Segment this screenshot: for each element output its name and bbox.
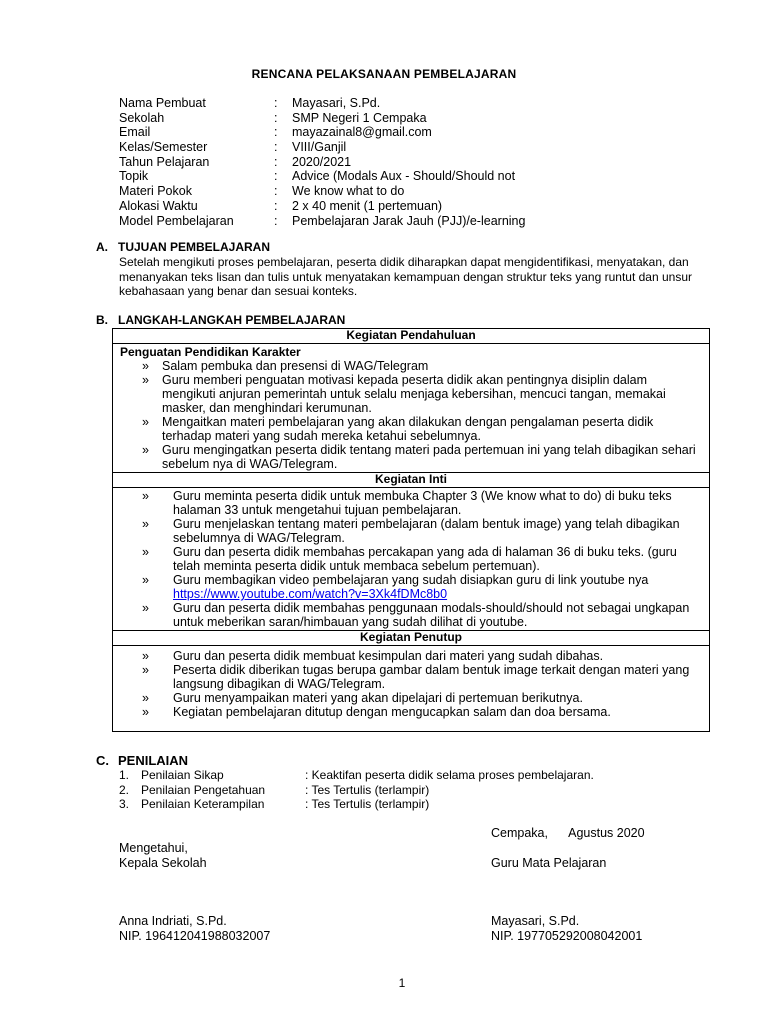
list-item: » Guru mengingatkan peserta didik tentang materi pada pertemuan ini yang telah dibagikan sehari sebelum nya di WAG/Telegram. (142, 443, 696, 471)
assessment-list (119, 768, 594, 812)
info-row: Email : mayazainal8@gmail.com (119, 125, 432, 140)
info-row: Alokasi Waktu : 2 x 40 menit (1 pertemuan) (119, 198, 443, 213)
section-a-text: Setelah mengikuti proses pembelajaran, peserta didik diharapkan dapat mengidentifikasi, menyatakan, dan menanyakan teks lisan dan tulis untuk menyatakan kemampuan dengan struktur teks yang runtut dan unsur kebahasaan yang benar dan sesuai konteks. (119, 255, 693, 298)
info-row: Model Pembelajaran : Pembelajaran Jarak Jauh (PJJ)/e-learning (119, 213, 526, 228)
list-item: » Guru dan peserta didik membuat kesimpulan dari materi yang sudah dibahas. (142, 649, 604, 663)
info-row: Topik : Advice (Modals Aux - Should/Should not (119, 169, 516, 184)
learning-steps-table (112, 328, 710, 732)
list-item: » Guru membagikan video pembelajaran yang sudah disiapkan guru di link youtube nya https://www.youtube.com/watch?v=3Xk4fDMc8b0 (142, 573, 649, 601)
section-a-heading: A. TUJUAN PEMBELAJARAN (96, 240, 271, 254)
list-item: » Guru dan peserta didik membahas percakapan yang ada di halaman 36 di buku teks. (guru telah meminta peserta didik untuk membaca sebelum pertemuan). (142, 545, 677, 573)
section-c-heading: C. PENILAIAN (96, 753, 189, 768)
info-row: Tahun Pelajaran : 2020/2021 (119, 154, 352, 169)
list-item: » Guru memberi penguatan motivasi kepada peserta didik akan pentingnya disiplin dalam mengikuti anjuran pemerintah untuk selalu menjaga kebersihan, mencuci tangan, memakai masker, dan menghindari kerumunan. (142, 373, 666, 415)
bar-inti: Kegiatan Inti (113, 472, 709, 488)
list-item: » Guru dan peserta didik membahas penggunaan modals-should/should not sebagai ungkapan untuk meberikan saran/himbauan yang sudah dilihat di youtube. (142, 601, 690, 629)
document-title: RENCANA PELAKSANAAN PEMBELAJARAN (251, 67, 517, 81)
info-row: Nama Pembuat : Mayasari, S.Pd. (119, 96, 381, 110)
list-item: » Guru meminta peserta didik untuk membuka Chapter 3 (We know what to do) di buku teks halaman 33 untuk mengetahui tujuan pembelajaran. (142, 489, 672, 517)
left-signature-name: Anna Indriati, S.Pd. NIP. 196412041988032007 (119, 914, 271, 943)
identity-table (119, 96, 525, 228)
place-date: Cempaka, Agustus 2020 (491, 826, 645, 840)
section-b-heading: B. LANGKAH-LANGKAH PEMBELAJARAN (96, 313, 346, 327)
list-item: » Peserta didik diberikan tugas berupa gambar dalam bentuk image terkait dengan materi yang langsung dibagikan di WAG/Telegram. (142, 663, 690, 691)
list-item: » Guru menyampaikan materi yang akan dipelajari di pertemuan berikutnya. (142, 691, 583, 705)
info-row: Sekolah : SMP Negeri 1 Cempaka (119, 110, 427, 125)
assessment-row: 1. Penilaian Sikap : Keaktifan peserta didik selama proses pembelajaran. (119, 768, 594, 782)
page-number: 1 (398, 976, 406, 990)
inti-block (113, 488, 709, 630)
right-signature-name: Mayasari, S.Pd. NIP. 197705292008042001 (491, 914, 643, 943)
bar-penutup: Kegiatan Penutup (113, 630, 709, 646)
youtube-link[interactable]: https://www.youtube.com/watch?v=3Xk4fDMc8b0 (173, 587, 448, 601)
list-item: » Mengaitkan materi pembelajaran yang akan dilakukan dengan pengalaman peserta didik terhadap materi yang sudah mereka ketahui sebelumnya. (142, 415, 654, 443)
list-item: » Salam pembuka dan presensi di WAG/Telegram (142, 359, 429, 373)
assessment-row: 2. Penilaian Pengetahuan : Tes Tertulis (terlampir) (119, 782, 430, 797)
assessment-row: 3. Penilaian Keterampilan : Tes Tertulis (terlampir) (119, 797, 430, 811)
pendahuluan-block (113, 344, 709, 472)
list-item: » Guru menjelaskan tentang materi pembelajaran (dalam bentuk image) yang telah dibagikan sebelumnya di WAG/Telegram. (142, 517, 680, 545)
left-signature-role: Mengetahui, Kepala Sekolah (119, 841, 207, 870)
right-signature-role: Guru Mata Pelajaran (491, 856, 607, 870)
bar-pendahuluan: Kegiatan Pendahuluan (113, 329, 709, 344)
penutup-block (113, 646, 709, 731)
info-row: Materi Pokok : We know what to do (119, 184, 405, 199)
info-row: Kelas/Semester : VIII/Ganjil (119, 140, 347, 155)
sub-heading: Penguatan Pendidikan Karakter (120, 345, 301, 359)
list-item: » Kegiatan pembelajaran ditutup dengan mengucapkan salam dan doa bersama. (142, 705, 611, 719)
